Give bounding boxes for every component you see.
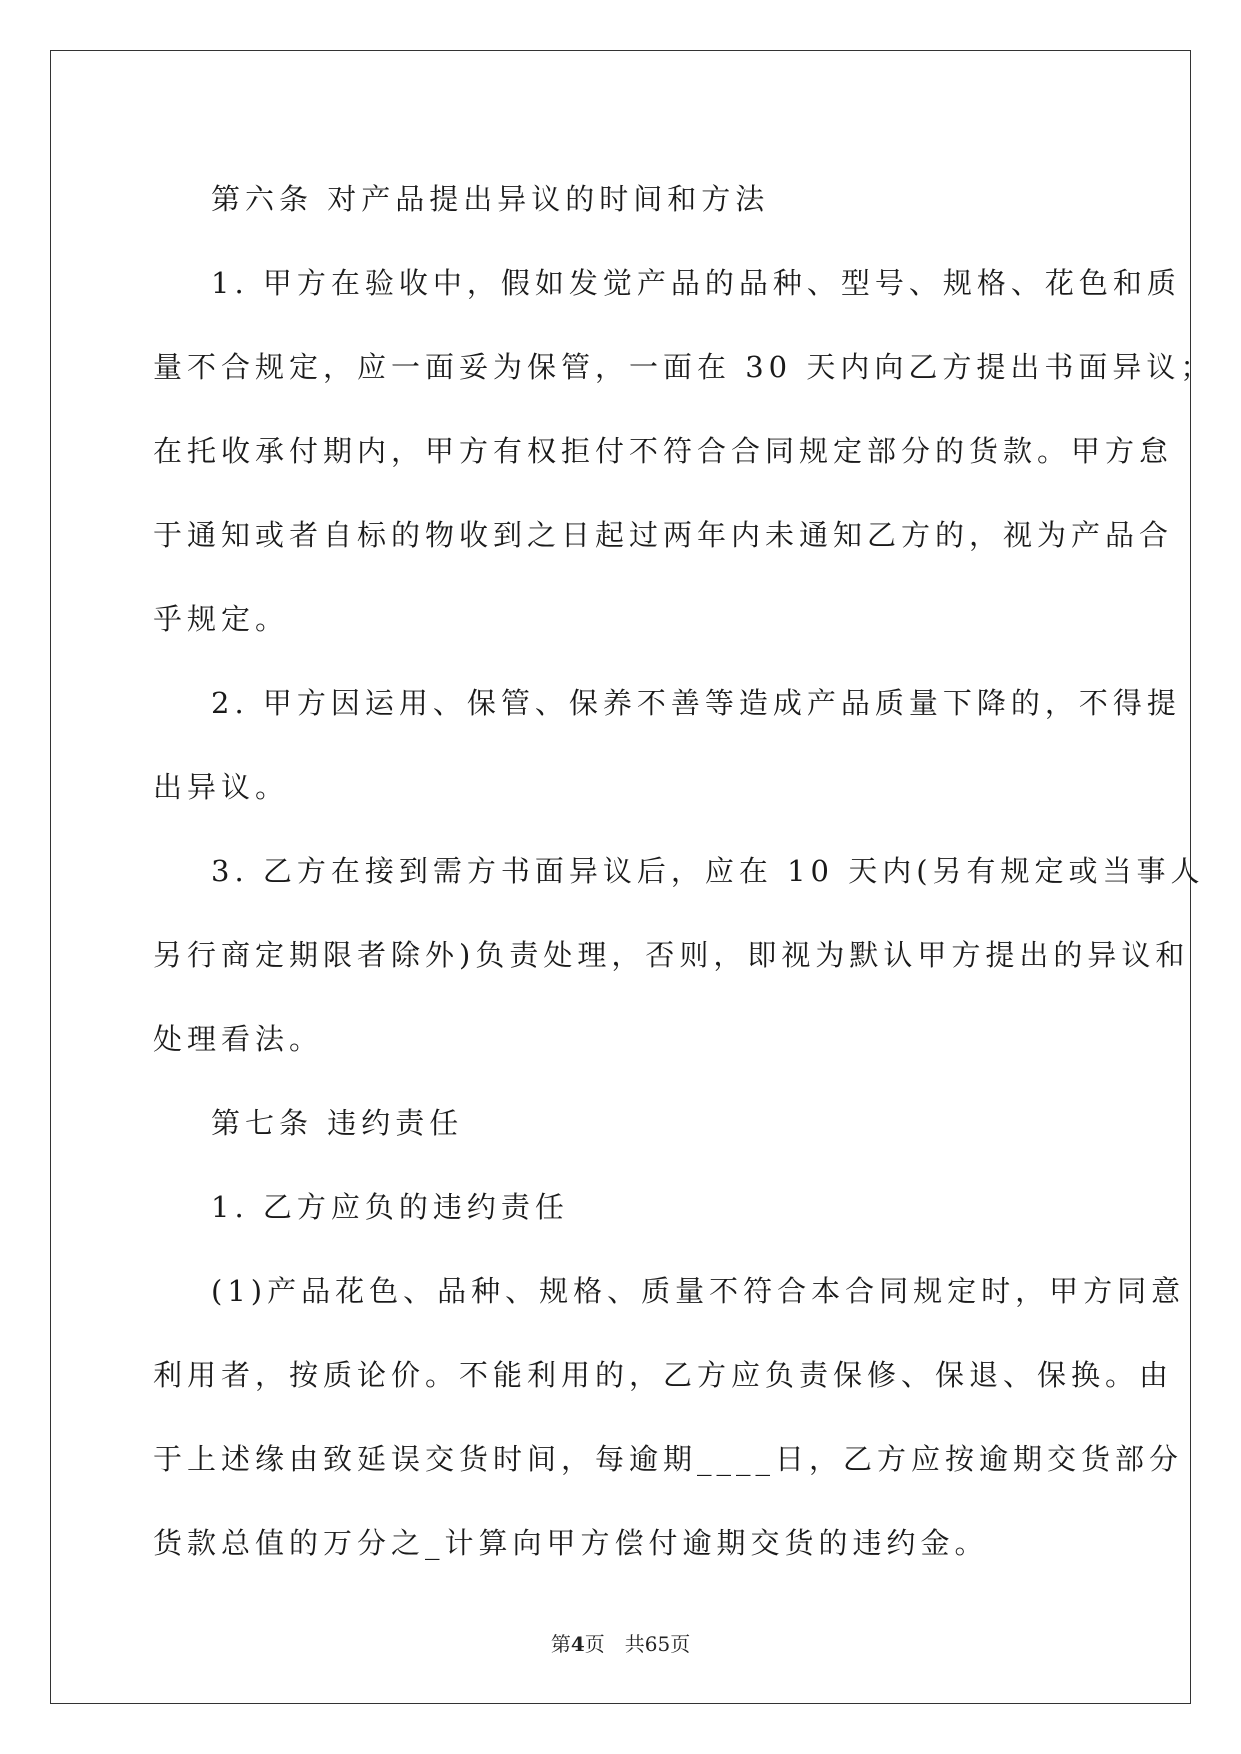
paragraph-line: 于通知或者自标的物收到之日起过两年内未通知乙方的，视为产品合: [153, 518, 1174, 552]
page-footer: [0, 1628, 1241, 1657]
document-body: [153, 157, 1215, 1585]
paragraph-line: 另行商定期限者除外)负责处理，否则，即视为默认甲方提出的异议和: [153, 938, 1190, 972]
sub-heading: 1. 乙方应负的违约责任: [211, 1190, 569, 1224]
paragraph-line: 量不合规定，应一面妥为保管，一面在 30 天内向乙方提出书面异议；: [153, 350, 1215, 384]
total-pages: 65: [644, 1632, 671, 1656]
paragraph-line: 出异议。: [153, 770, 290, 804]
paragraph-line: 处理看法。: [153, 1022, 324, 1056]
footer-page-suffix: 页: [584, 1632, 605, 1656]
paragraph-line: (1)产品花色、品种、规格、质量不符合本合同规定时，甲方同意: [211, 1274, 1186, 1308]
footer-prefix: 第: [550, 1632, 571, 1656]
paragraph-line: 2. 甲方因运用、保管、保养不善等造成产品质量下降的，不得提: [211, 686, 1181, 720]
paragraph-line: 1. 甲方在验收中，假如发觉产品的品种、型号、规格、花色和质: [211, 266, 1181, 300]
paragraph-line: 3. 乙方在接到需方书面异议后，应在 10 天内(另有规定或当事人: [211, 854, 1205, 888]
article-7-heading: 第七条 违约责任: [211, 1106, 464, 1140]
paragraph-line: 于上述缘由致延误交货时间，每逾期____日，乙方应按逾期交货部分: [153, 1442, 1184, 1476]
paragraph-line: 在托收承付期内，甲方有权拒付不符合合同规定部分的货款。甲方怠: [153, 434, 1174, 468]
article-6-heading: 第六条 对产品提出异议的时间和方法: [211, 182, 770, 216]
page-number: 4: [570, 1632, 585, 1656]
footer-total-suffix: 页: [670, 1632, 691, 1656]
paragraph-line: 利用者，按质论价。不能利用的，乙方应负责保修、保退、保换。由: [153, 1358, 1174, 1392]
paragraph-line: 货款总值的万分之_计算向甲方偿付逾期交货的违约金。: [153, 1526, 989, 1560]
footer-total-prefix: 共: [624, 1632, 645, 1656]
paragraph-line: 乎规定。: [153, 602, 290, 636]
